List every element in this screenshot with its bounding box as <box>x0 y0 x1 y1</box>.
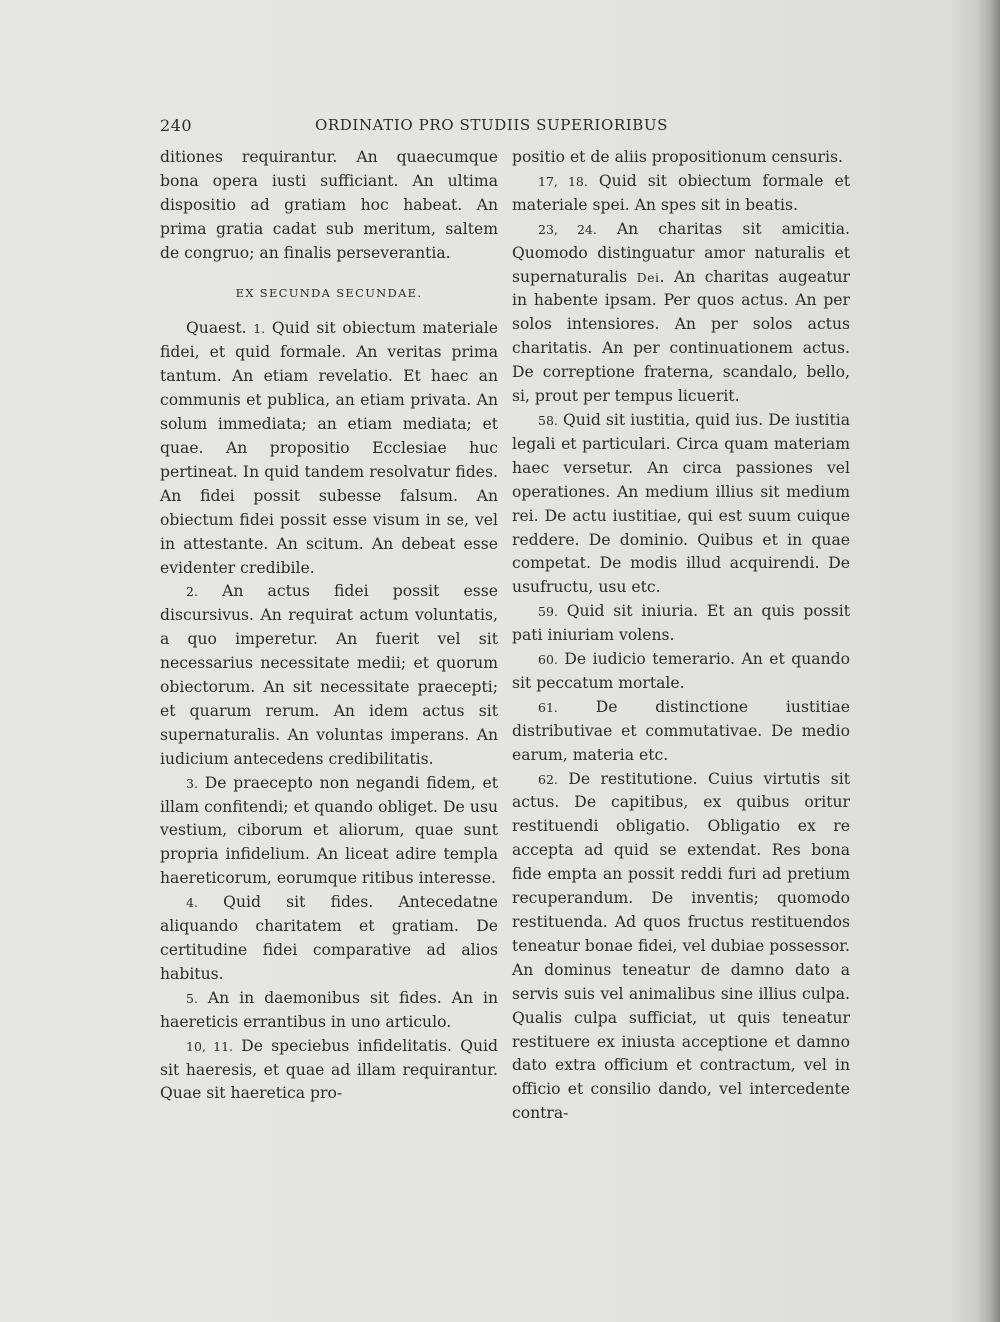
question-3 <box>160 772 498 892</box>
question-text: An charitas sit amicitia. Quomodo distinguatur amor naturalis et supernaturalis <box>512 219 851 286</box>
question-number: 17, 18. <box>538 173 588 189</box>
section-heading: EX SECUNDA SECUNDAE. <box>235 285 423 300</box>
question-58 <box>512 409 850 600</box>
question-1 <box>160 317 498 580</box>
question-text: An in daemonibus sit fides. An in haereticis errantibus in uno articulo. <box>160 988 498 1031</box>
question-text: De restitutione. Cuius virtutis sit actus. De capitibus, ex quibus oritur restituendi obligatio. Obligatio ex re accepta ad quid se extendat. Res bona fide empta an possit reddi furi ad pretium recuperandum. De inventis; quomodo restituenda. Ad quos fructus restituendos teneatur bonae fidei, vel dubiae possessor. An dominus teneatur de damno dato a servis suis vel animalibus sine illius culpa. Qualis culpa sufficiat, ut quis teneatur restituere ex iniusta acceptione et damno dato extra officium et contractum, vel in officio et consilio dando, vel intercedente contra- <box>512 769 850 1123</box>
question-text: Quid sit fides. Antecedatne aliquando charitatem et gratiam. De certitudine fidei comparative ad alios habitus. <box>160 893 498 983</box>
question-number: 23, 24. <box>538 221 597 237</box>
question-text: Quid sit iniuria. Et an quis possit pati iniuriam volens. <box>512 602 850 645</box>
question-61 <box>512 696 850 768</box>
page-number: 240 <box>160 116 193 135</box>
question-number: 58. <box>538 412 558 428</box>
question-number: 2. <box>186 584 198 600</box>
question-number: 4. <box>186 895 198 911</box>
question-number: 5. <box>186 990 198 1006</box>
question-number: 3. <box>186 775 198 791</box>
question-label: Quaest. <box>186 319 247 338</box>
question-number: 61. <box>538 699 558 715</box>
question-59 <box>512 600 850 648</box>
question-60 <box>512 648 850 696</box>
question-text: An actus fidei possit esse discursivus. An requirat actum voluntatis, a quo imperetur. An fuerit vel sit necessarius necessitate medii; et quorum obiectorum. An sit necessitate praecepti; et quarum rerum. An idem actus sit supernaturalis. An voluntas imperans. An iudicium antecedens credibilitatis. <box>160 582 498 768</box>
left-intro-paragraph: ditiones requirantur. An quaecumque bona opera iusti sufficiant. An ultima dispositio ad gratiam hoc habeat. An prima gratia cadat sub meritum, saltem de congruo; an finalis perseverantia. <box>160 148 498 262</box>
left-column <box>160 146 498 1106</box>
page-edge-shadow <box>978 0 1000 1322</box>
question-23-24 <box>512 218 850 409</box>
question-text: De praecepto non negandi fidem, et illam confitendi; et quando obliget. De usu vestium, ciborum et aliorum, quae sunt propria infidelium. An liceat adire templa haereticorum, eorumque ritibus interesse. <box>160 773 498 888</box>
running-head <box>160 116 850 140</box>
question-number: 10, 11. <box>186 1038 233 1054</box>
question-4 <box>160 891 498 987</box>
question-text: De iudicio temerario. An et quando sit peccatum mortale. <box>512 650 850 692</box>
question-number: 62. <box>538 771 558 787</box>
question-17-18 <box>512 170 850 218</box>
right-intro-paragraph: positio et de aliis propositionum censuris. <box>512 148 843 166</box>
question-5 <box>160 987 498 1035</box>
running-title: ORDINATIO PRO STUDIIS SUPERIORIBUS <box>315 116 669 134</box>
question-text: Quid sit obiectum materiale fidei, et quid formale. An veritas prima tantum. An etiam revelatio. Et haec an communis et publica, an etiam privata. An solum immediata; an etiam mediata; et quae. An propositio Ecclesiae huc pertineat. In quid tandem resolvatur fides. An fidei possit subesse falsum. An obiectum fidei possit esse visum in se, vel in attestante. An scitum. An debeat esse evidenter credibile. <box>160 319 498 577</box>
question-number: 1. <box>253 321 266 337</box>
question-10-11 <box>160 1035 498 1107</box>
question-text: De speciebus infidelitatis. Quid sit haeresis, et quae ad illam requirantur. Quae sit haeretica pro- <box>160 1036 499 1103</box>
small-caps-word: Dei <box>636 269 660 285</box>
question-2 <box>160 580 498 771</box>
question-text-cont: . An charitas augeatur in habente ipsam. Per quos actus. An per solos intensiores. An per solos actus charitatis. An per continuationem actus. De correptione fraterna, scandalo, bello, si, prout per tempus licuerit. <box>512 267 850 406</box>
question-number: 59. <box>538 604 558 620</box>
question-text: Quid sit obiectum formale et materiale spei. An spes sit in beatis. <box>512 171 850 214</box>
right-column <box>512 146 850 1126</box>
question-text: Quid sit iustitia, quid ius. De iustitia legali et particulari. Circa quam materiam haec versetur. An circa passiones vel operationes. An medium illius sit medium rei. De actu iustitiae, qui est suum cuique reddere. De dominio. Quibus et in quae competat. De modis illud acquirendi. De usufructu, usu etc. <box>512 410 850 597</box>
question-text: De distinctione iustitiae distributivae et commutativae. De medio earum, materia etc. <box>512 697 850 764</box>
question-62 <box>512 768 850 1127</box>
question-number: 60. <box>538 652 558 668</box>
